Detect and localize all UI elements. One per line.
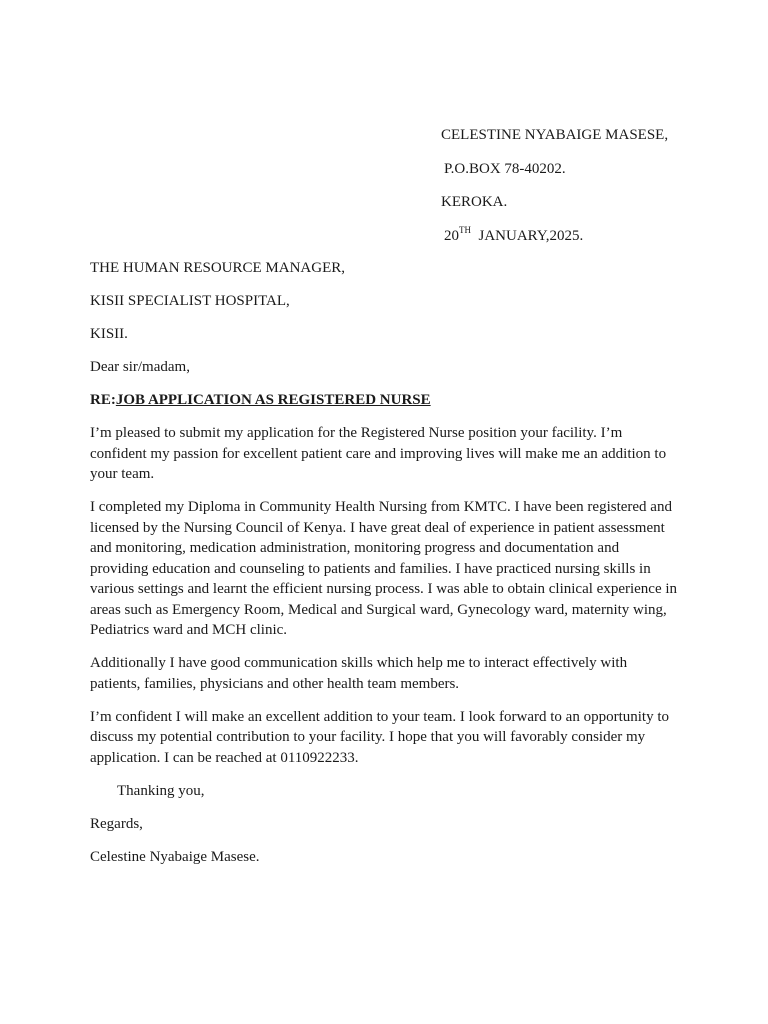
closing-regards: Regards, [90, 815, 143, 832]
signature-name: Celestine Nyabaige Masese. [90, 848, 260, 865]
letter-body [90, 258, 680, 880]
date-month-year: JANUARY,2025. [478, 227, 584, 244]
body-paragraph-skills: Additionally I have good communication skills which help me to interact effectively with patients, families, physicians and other health team members. [90, 655, 628, 692]
recipient-city: KISII. [90, 326, 128, 342]
closing-thanks: Thanking you, [117, 782, 205, 799]
body-paragraph-intro: I’m pleased to submit my application for the Registered Nurse position your facility. I’m confident my passion for excellent patient care and improving lives will make me an addition to your team. [90, 425, 667, 482]
subject-text: JOB APPLICATION AS REGISTERED NURSE [115, 392, 431, 408]
body-paragraph-qualifications: I completed my Diploma in Community Health Nursing from KMTC. I have been registered and licensed by the Nursing Council of Kenya. I have great deal of experience in patient assessment and monitoring, medication administration, monitoring progress and documentation and providing education and counseling to patients and families. I have practiced nursing skills in various settings and learnt the efficient nursing process. I was able to obtain clinical experience in areas such as Emergency Room, Medical and Surgical ward, Gynecology ward, maternity wing, Pediatrics ward and MCH clinic. [90, 499, 678, 638]
letter-date [441, 226, 741, 246]
body-paragraph-closing: I’m confident I will make an excellent addition to your team. I look forward to an opportunity to discuss my potential contribution to your facility. I hope that you will favorably consider my application. I can be reached at 0110922233. [90, 708, 670, 766]
subject-line [90, 390, 680, 411]
sender-town: KEROKA. [441, 194, 508, 210]
salutation: Dear sir/madam, [90, 359, 190, 375]
date-day: 20 [444, 227, 459, 244]
subject-prefix: RE: [90, 392, 116, 408]
recipient-title: THE HUMAN RESOURCE MANAGER, [90, 260, 346, 276]
sender-po-box: P.O.BOX 78-40202. [444, 160, 566, 177]
sender-name: CELESTINE NYABAIGE MASESE, [441, 127, 669, 143]
sender-address-block [441, 125, 741, 259]
date-suffix: TH [459, 224, 471, 235]
recipient-organization: KISII SPECIALIST HOSPITAL, [90, 293, 290, 309]
